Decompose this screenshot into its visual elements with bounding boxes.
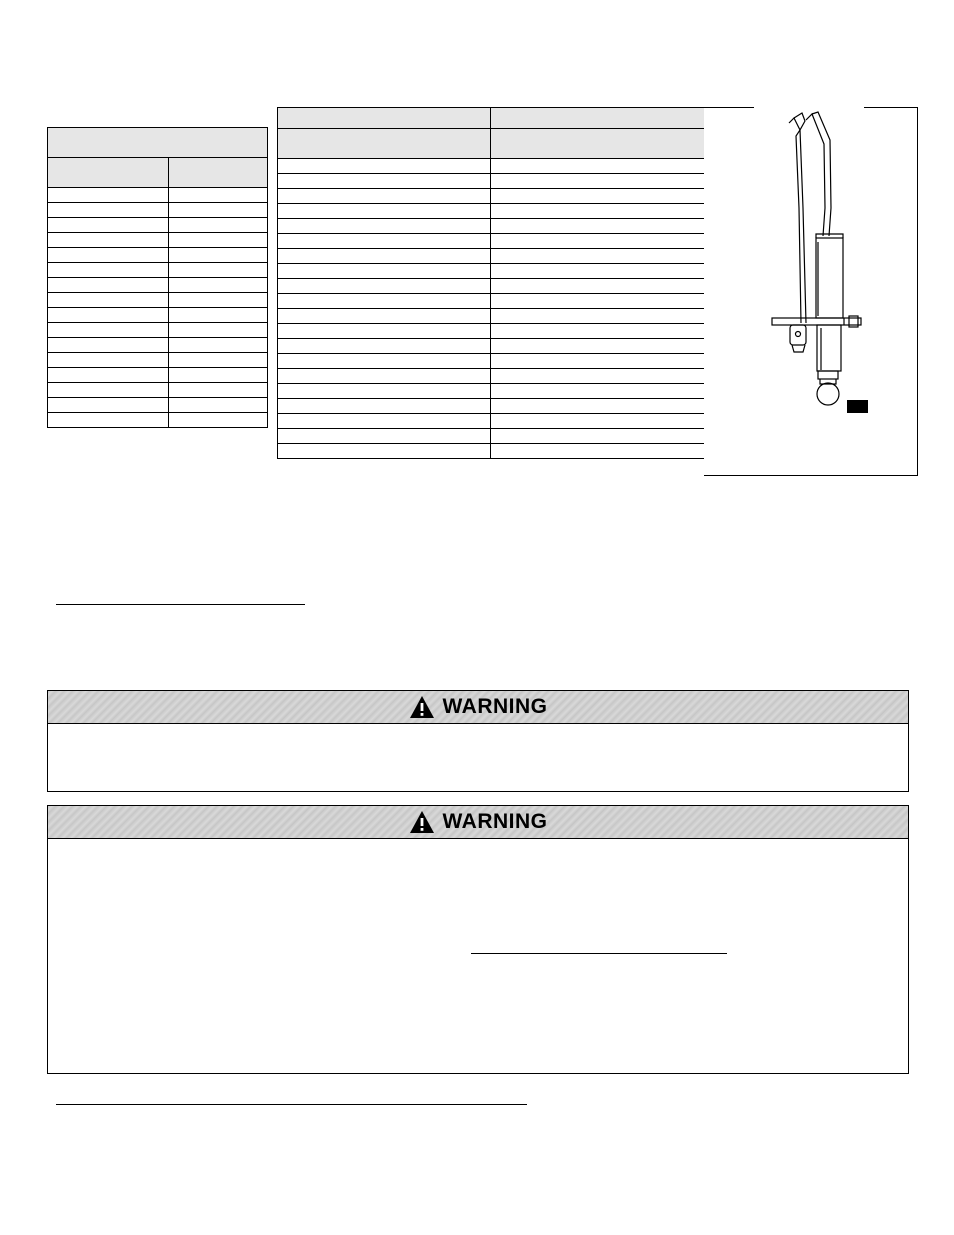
table-row <box>48 188 268 203</box>
left-spec-table <box>47 127 268 428</box>
table-row <box>48 338 268 353</box>
table-row <box>278 249 706 264</box>
igniter-illustration <box>704 108 918 477</box>
mid-table-subheader-2 <box>491 129 706 159</box>
warning-box-1 <box>47 690 909 792</box>
warning-title: WARNING <box>442 695 548 718</box>
table-row <box>278 159 706 174</box>
table-row <box>48 308 268 323</box>
table-row <box>48 353 268 368</box>
table-row <box>48 218 268 233</box>
table-row <box>48 248 268 263</box>
table-row <box>278 264 706 279</box>
table-row <box>278 354 706 369</box>
table-row <box>278 444 706 459</box>
warning-title: WARNING <box>442 810 548 833</box>
warning-banner <box>48 691 908 724</box>
warning-triangle-icon <box>409 695 435 719</box>
table-row <box>278 174 706 189</box>
table-row <box>278 294 706 309</box>
table-row <box>48 368 268 383</box>
warning-box-2 <box>47 805 909 1074</box>
table-row <box>278 234 706 249</box>
mid-table-header-1 <box>278 108 491 129</box>
bottom-heading-underline <box>56 1104 527 1105</box>
table-row <box>278 309 706 324</box>
middle-spec-table <box>277 107 706 459</box>
left-table-header-2 <box>169 158 268 188</box>
table-row <box>48 263 268 278</box>
table-row <box>48 203 268 218</box>
table-row <box>48 413 268 428</box>
table-row <box>278 429 706 444</box>
table-row <box>278 219 706 234</box>
table-row <box>48 398 268 413</box>
table-row <box>48 323 268 338</box>
table-row <box>48 278 268 293</box>
table-row <box>278 204 706 219</box>
table-row <box>278 324 706 339</box>
mid-table-subheader-1 <box>278 129 491 159</box>
table-row <box>48 383 268 398</box>
warning-banner <box>48 806 908 839</box>
left-table-header-1 <box>48 158 169 188</box>
table-row <box>278 339 706 354</box>
warning-text-underline <box>471 953 727 954</box>
igniter-figure-panel <box>704 107 918 476</box>
table-row <box>278 399 706 414</box>
table-row <box>278 384 706 399</box>
table-row <box>278 189 706 204</box>
table-row <box>48 293 268 308</box>
table-row <box>278 414 706 429</box>
left-table-title-cell <box>48 128 268 158</box>
table-row <box>48 233 268 248</box>
table-row <box>278 369 706 384</box>
mid-table-header-2 <box>491 108 706 129</box>
table-row <box>278 279 706 294</box>
section-heading-underline <box>56 604 305 605</box>
warning-triangle-icon <box>409 810 435 834</box>
figure-label-box <box>847 400 868 413</box>
